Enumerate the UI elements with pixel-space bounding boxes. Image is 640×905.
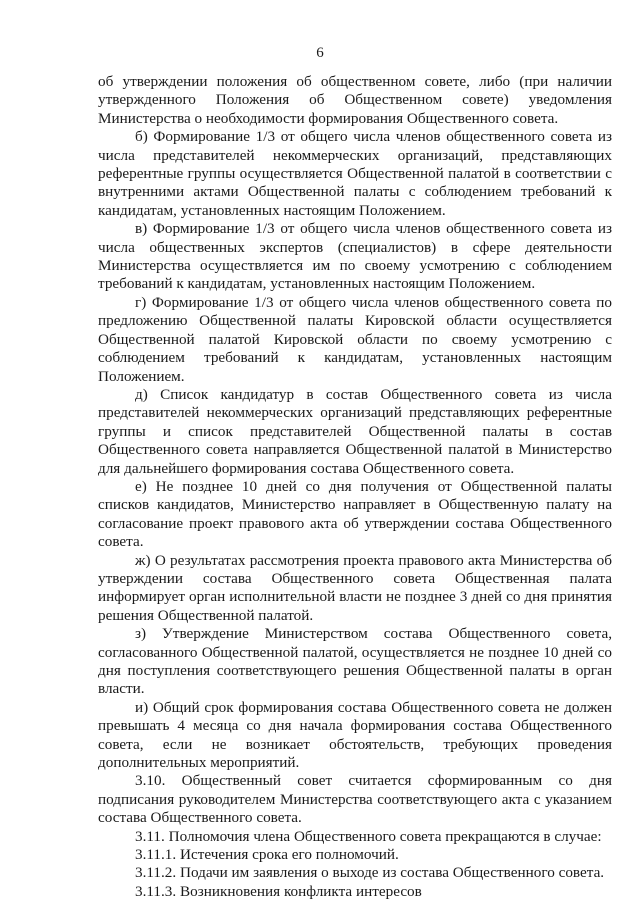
page-number: 6	[316, 45, 324, 61]
paragraph-b: б) Формирование 1/3 от общего числа членов общественного совета из числа представителей некоммерческих организаций, представляющих референтные группы осуществляется Общественной палатой в соответствии с внутренними актами Общественной палаты с соблюдением требований к кандидатам, установленных настоящим Положением.	[98, 128, 612, 219]
section-3-10: 3.10. Общественный совет считается сформированным со дня подписания руководителем Министерства соответствующего акта с указанием состава Общественного совета.	[98, 772, 612, 827]
section-3-11: 3.11. Полномочия члена Общественного совета прекращаются в случае:	[135, 827, 602, 845]
paragraph-e: е) Не позднее 10 дней со дня получения от Общественной палаты списков кандидатов, Министерство направляет в Общественную палату на согласование проект правового акта об утверждении состава Общественного совета.	[98, 477, 612, 551]
section-3-11-3: 3.11.3. Возникновения конфликта интересов	[135, 882, 422, 900]
paragraph-z: з) Утверждение Министерством состава Общественного совета, согласованного Общественной палатой, осуществляется не позднее 10 дней со дня поступления соответствующего решения Общественной палаты в орган власти.	[98, 625, 612, 698]
paragraph-i: и) Общий срок формирования состава Общественного совета не должен превышать 4 месяца со дня начала формирования состава Общественного совета, если не возникает обстоятельств, требующих проведения дополнительных мероприятий.	[98, 698, 612, 772]
paragraph-g: г) Формирование 1/3 от общего числа членов общественного совета по предложению Общественной палаты Кировской области осуществляется Общественной палатой Кировской области по своему усмотрению с соблюдением требований к кандидатам, установленных настоящим Положением.	[98, 293, 612, 385]
section-3-11-2: 3.11.2. Подачи им заявления о выходе из состава Общественного совета.	[135, 864, 605, 882]
section-3-11-1: 3.11.1. Истечения срока его полномочий.	[135, 846, 399, 864]
paragraph-v: в) Формирование 1/3 от общего числа членов общественного совета из числа общественных экспертов (специалистов) в сфере деятельности Министерства осуществляется им по своему усмотрению с соблюдением требований к кандидатам, установленных настоящим Положением.	[98, 220, 612, 293]
paragraph-continuation: об утверждении положения об общественном совете, либо (при наличии утвержденного Положения об Общественном совете) уведомления Министерства о необходимости формирования Общественного совета.	[98, 73, 612, 127]
paragraph-d: д) Список кандидатур в состав Общественного совета из числа представителей некоммерческих организаций представляющих референтные группы и список представителей Общественной палаты в состав Общественного совета направляется Общественной палатой в Министерство для дальнейшего формирования состава Общественного совета.	[98, 385, 612, 477]
document-body	[98, 73, 612, 901]
paragraph-zh: ж) О результатах рассмотрения проекта правового акта Министерства об утверждении состава Общественного совета Общественная палата информирует орган исполнительной власти не позднее 3 дней со дня принятия решения Общественной палатой.	[98, 551, 612, 624]
